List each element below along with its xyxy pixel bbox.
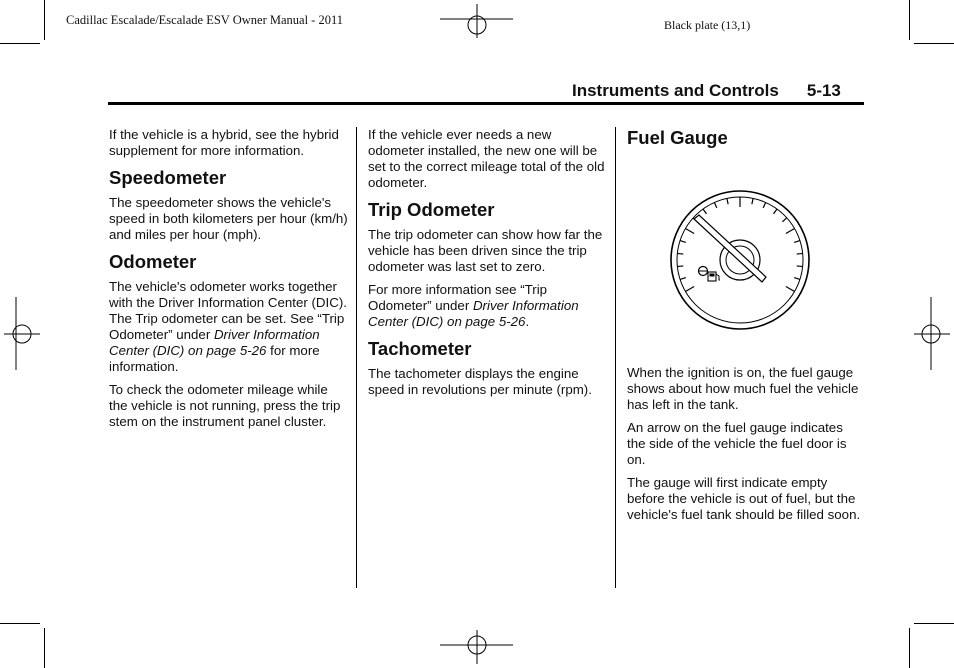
- speedometer-heading: Speedometer: [109, 167, 227, 188]
- fuel-gauge-text-2: An arrow on the fuel gauge indicates the side of the vehicle the fuel door is on.: [627, 420, 847, 467]
- gauge-tick: [797, 266, 803, 267]
- odometer-text: The vehicle's odometer works together with the Driver Information Center (DIC). The Trip odometer can be set. See “Trip Odometer” under Driver Information Center (DIC) on page 5-26 for more information.: [109, 279, 347, 374]
- column-3-body: [627, 365, 863, 530]
- fuel-gauge-text-3: The gauge will first indicate empty before the vehicle is out of fuel, but the vehicle's fuel tank should be filled soon.: [627, 475, 861, 522]
- trip-odometer-more: For more information see “Trip Odometer” under Driver Information Center (DIC) on page 5-26.: [368, 282, 579, 329]
- column-1: [109, 127, 349, 437]
- dic-reference: Driver Information Center (DIC) on page 5-26: [368, 298, 579, 329]
- column-divider: [356, 127, 357, 588]
- column-2: [368, 127, 608, 405]
- fuel-gauge-text-1: When the ignition is on, the fuel gauge shows about how much fuel the vehicle has left in the tank.: [627, 365, 859, 412]
- hybrid-note: If the vehicle is a hybrid, see the hybrid supplement for more information.: [109, 127, 339, 158]
- column-divider: [615, 127, 616, 588]
- manual-title: Cadillac Escalade/Escalade ESV Owner Manual - 2011: [66, 13, 343, 27]
- page-number: 5-13: [806, 81, 841, 100]
- fuel-gauge-illustration: [665, 185, 815, 335]
- section-header: [572, 81, 841, 101]
- section-title: Instruments and Controls: [572, 81, 779, 100]
- trip-odometer-text: The trip odometer can show how far the vehicle has been driven since the trip odometer was last set to zero.: [368, 227, 603, 274]
- trip-odometer-heading: Trip Odometer: [368, 199, 495, 220]
- column-3: [627, 127, 863, 155]
- dic-reference: Driver Information Center (DIC) on page 5-26: [109, 327, 320, 358]
- odometer-heading: Odometer: [109, 251, 197, 272]
- odometer-install-text: If the vehicle ever needs a new odometer installed, the new one will be set to the correct mileage total of the old odometer.: [368, 127, 605, 190]
- gauge-tick: [677, 266, 683, 267]
- header-rule: [108, 102, 864, 105]
- speedometer-text: The speedometer shows the vehicle's speed in both kilometers per hour (km/h) and miles per hour (mph).: [109, 195, 348, 242]
- gauge-tick: [797, 253, 803, 254]
- tachometer-text: The tachometer displays the engine speed in revolutions per minute (rpm).: [368, 366, 592, 397]
- plate-label: Black plate (13,1): [664, 18, 751, 32]
- tachometer-heading: Tachometer: [368, 338, 472, 359]
- odometer-check-text: To check the odometer mileage while the vehicle is not running, press the trip stem on the instrument panel cluster.: [109, 382, 341, 429]
- fuel-gauge-heading: Fuel Gauge: [627, 127, 728, 148]
- gauge-tick: [677, 253, 683, 254]
